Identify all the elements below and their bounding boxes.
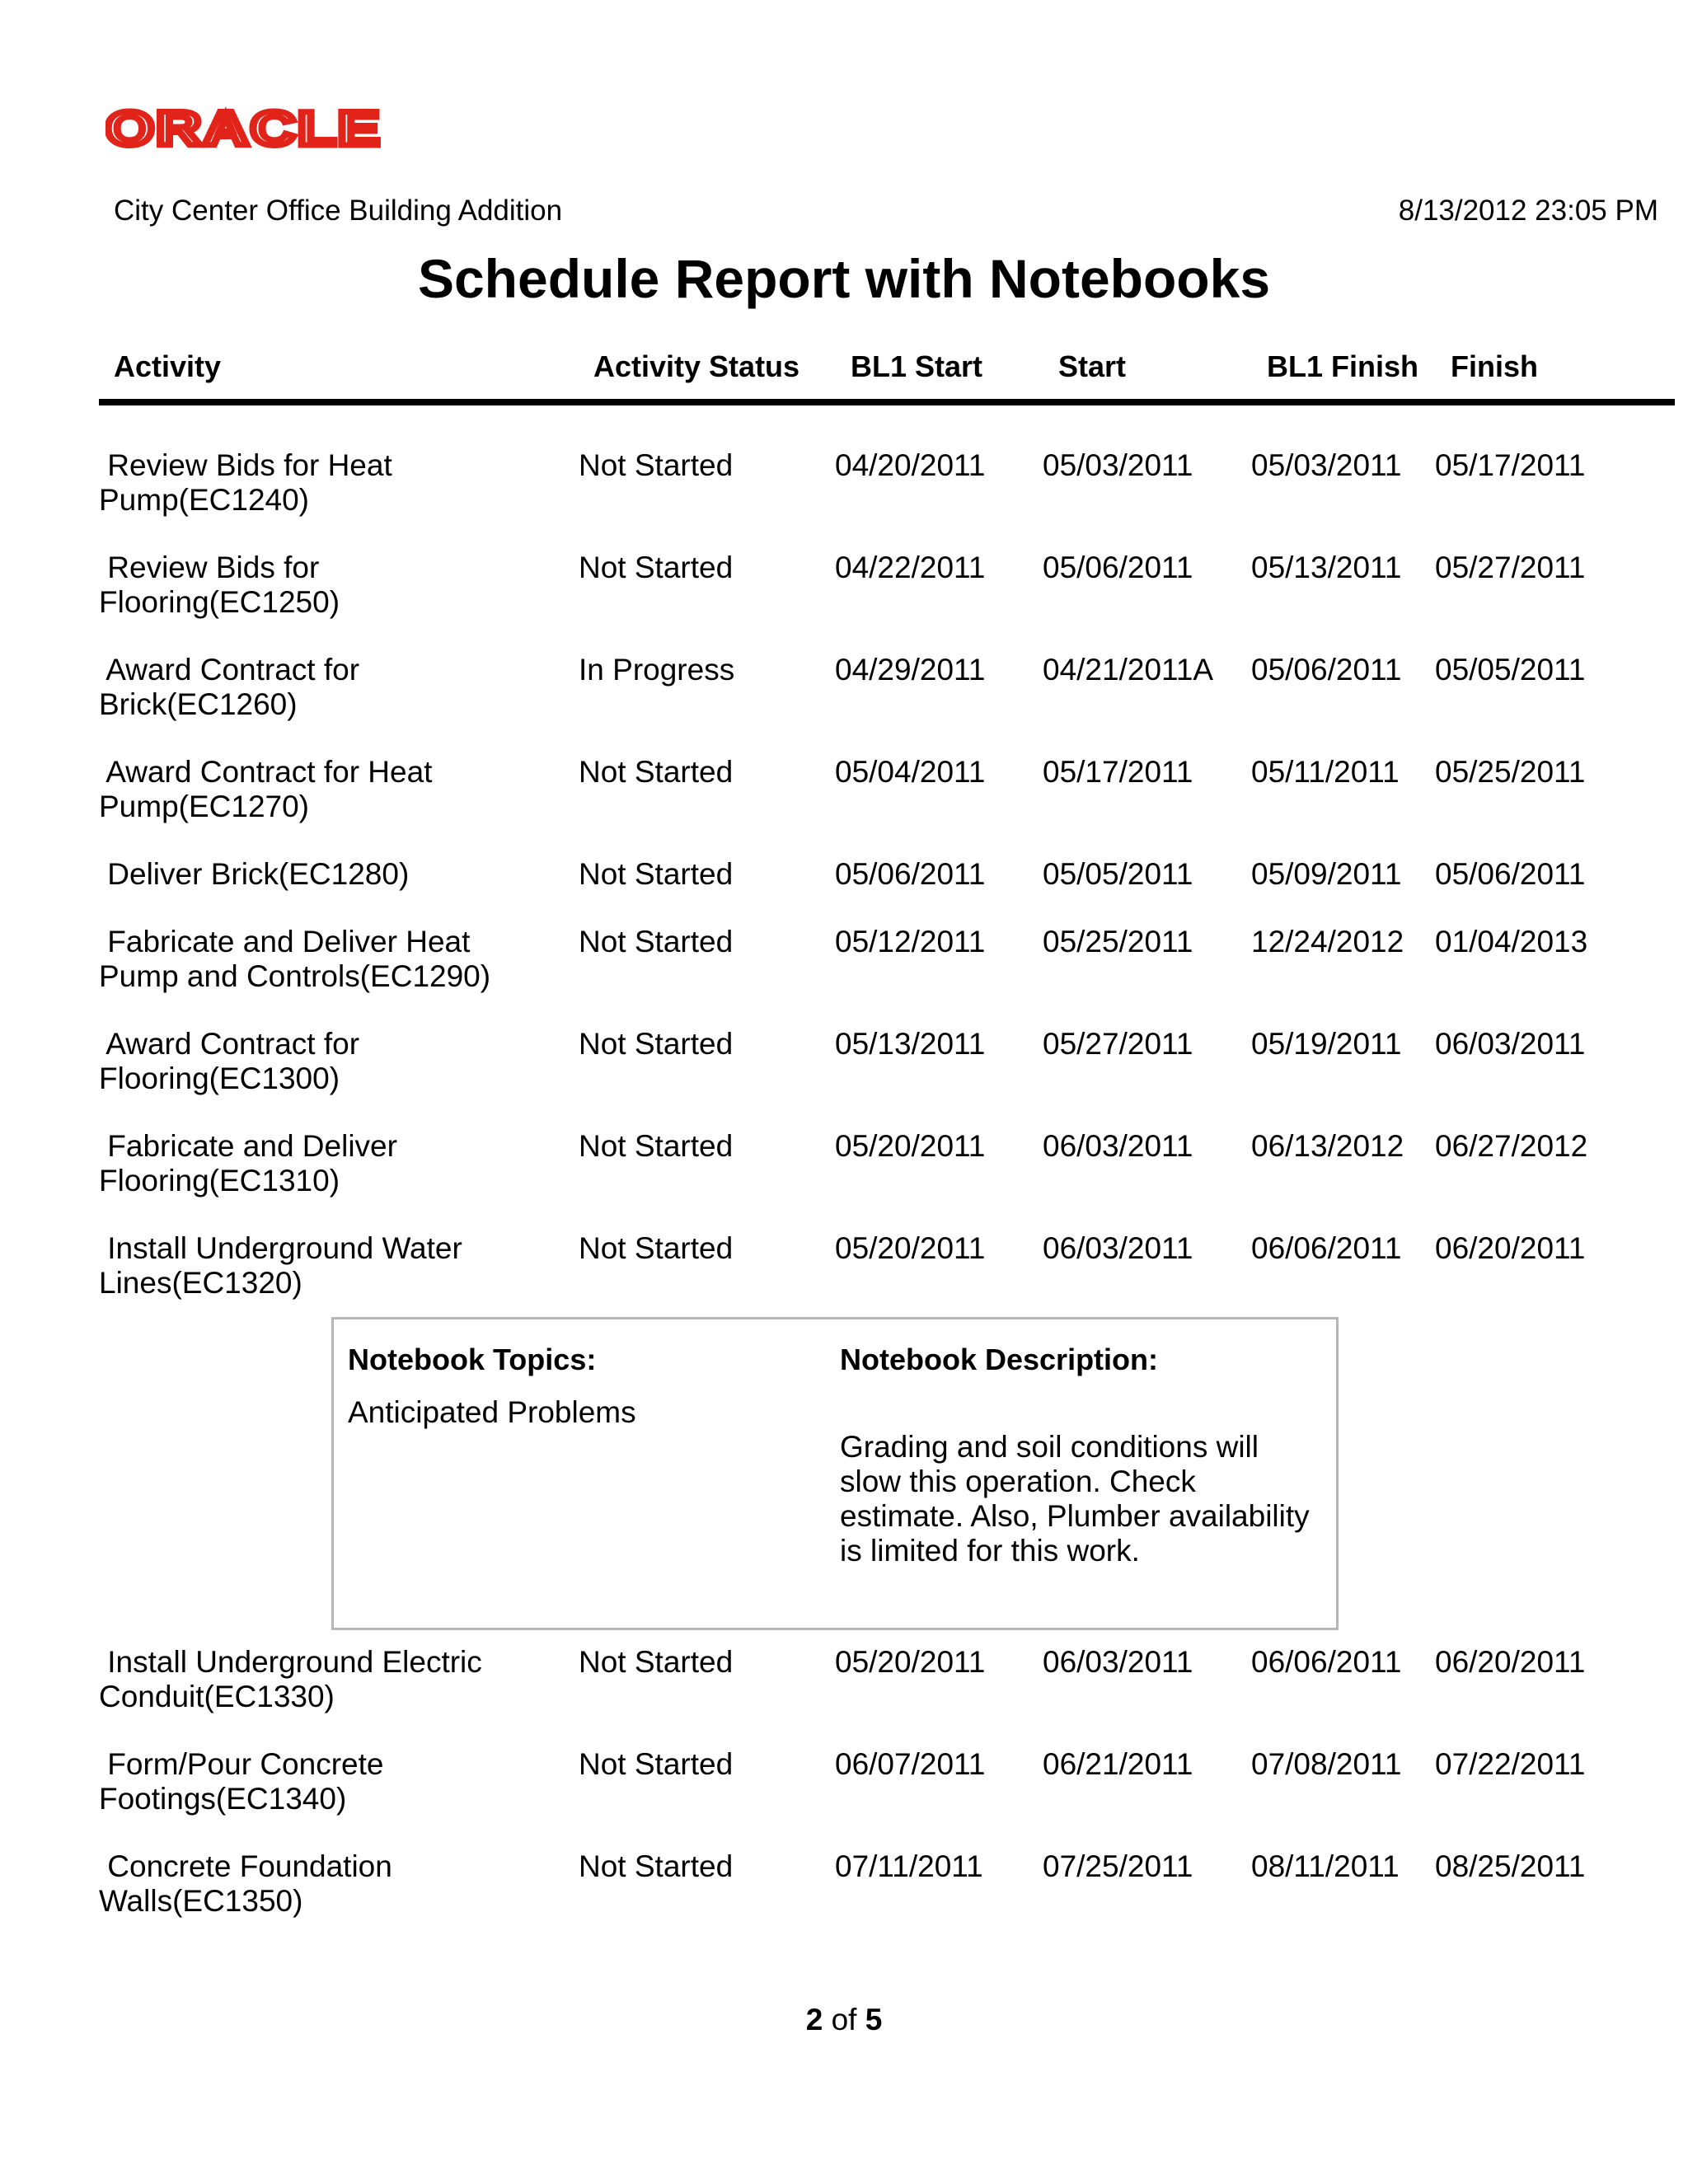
col-header-start: Start [1058,349,1127,383]
page-current: 2 [805,2003,823,2036]
activity-name: Fabricate and Deliver Flooring(EC1310) [99,1129,397,1197]
table-row [0,1027,1688,1118]
activity-status: Not Started [579,1645,734,1679]
bl1-start: 05/12/2011 [835,925,986,958]
start: 06/21/2011 [1043,1747,1193,1781]
bl1-start: 05/20/2011 [835,1231,986,1265]
start: 06/03/2011 [1043,1231,1193,1265]
table-row [0,448,1688,539]
table-row [0,551,1688,641]
table-row [0,1645,1688,1736]
bl1-start: 06/07/2011 [835,1747,986,1781]
col-header-finish: Finish [1451,349,1538,383]
table-row [0,1231,1688,1322]
start: 05/05/2011 [1043,857,1193,891]
table-row [0,1849,1688,1940]
bl1-finish: 05/19/2011 [1251,1027,1402,1061]
oracle-logo [106,105,390,152]
start: 05/25/2011 [1043,925,1193,958]
bl1-finish: 05/11/2011 [1251,755,1400,789]
report-datetime: 8/13/2012 23:05 PM [1398,194,1658,227]
oracle-logo-mark [106,105,390,152]
table-row [0,925,1688,1015]
bl1-finish: 06/06/2011 [1251,1645,1402,1679]
activity-status: Not Started [579,1129,734,1163]
activity-name: Review Bids for Flooring(EC1250) [99,551,340,619]
col-header-bl1-finish: BL1 Finish [1267,349,1419,383]
start: 05/06/2011 [1043,551,1193,584]
finish: 08/25/2011 [1435,1849,1586,1883]
activity-name: Form/Pour Concrete Footings(EC1340) [99,1747,384,1816]
bl1-finish: 12/24/2012 [1251,925,1404,958]
report-title: Schedule Report with Notebooks [417,248,1271,309]
finish: 05/06/2011 [1435,857,1586,891]
activity-status: Not Started [579,1849,734,1883]
start: 05/17/2011 [1043,755,1193,789]
bl1-start: 05/13/2011 [835,1027,986,1061]
bl1-start: 05/20/2011 [835,1645,986,1679]
activity-name: Review Bids for Heat Pump(EC1240) [99,448,392,517]
finish: 06/20/2011 [1435,1231,1586,1265]
activity-name: Install Underground Electric Conduit(EC1330) [99,1645,482,1713]
start: 06/03/2011 [1043,1645,1193,1679]
finish: 05/05/2011 [1435,653,1586,687]
activity-status: Not Started [579,1027,734,1061]
activity-status: Not Started [579,1231,734,1265]
activity-status: Not Started [579,857,734,891]
activity-name: Concrete Foundation Walls(EC1350) [99,1849,392,1918]
finish: 05/25/2011 [1435,755,1586,789]
notebook-description-label: Notebook Description: [840,1343,1159,1376]
col-header-status: Activity Status [593,349,800,383]
page-of-label: of [831,2003,857,2036]
activity-status: Not Started [579,448,734,482]
finish: 05/17/2011 [1435,448,1586,482]
activity-name: Install Underground Water Lines(EC1320) [99,1231,462,1300]
bl1-start: 04/20/2011 [835,448,986,482]
page-indicator [0,2003,1688,2037]
notebook-topic: Anticipated Problems [348,1395,636,1429]
notebook-box [331,1317,1339,1630]
bl1-start: 07/11/2011 [835,1849,983,1883]
bl1-finish: 05/06/2011 [1251,653,1402,687]
table-row [0,653,1688,743]
activity-name: Deliver Brick(EC1280) [99,857,410,891]
activity-status: Not Started [579,925,734,958]
table-row [0,1129,1688,1220]
bl1-finish: 06/13/2012 [1251,1129,1404,1163]
finish: 07/22/2011 [1435,1747,1586,1781]
finish: 06/03/2011 [1435,1027,1586,1061]
project-name: City Center Office Building Addition [114,194,563,227]
activity-name: Fabricate and Deliver Heat Pump and Controls(EC1290) [99,925,491,993]
activity-name: Award Contract for Heat Pump(EC1270) [99,755,433,823]
start: 04/21/2011A [1043,653,1214,687]
bl1-finish: 06/06/2011 [1251,1231,1402,1265]
table-row [0,755,1688,846]
activity-status: Not Started [579,755,734,789]
header-rule [99,399,1675,405]
notebook-topics-label: Notebook Topics: [348,1343,597,1376]
bl1-start: 04/29/2011 [835,653,986,687]
finish: 01/04/2013 [1435,925,1588,958]
bl1-start: 05/20/2011 [835,1129,986,1163]
bl1-finish: 08/11/2011 [1251,1849,1400,1883]
activity-status: In Progress [579,653,735,687]
col-header-activity: Activity [114,349,222,383]
activity-name: Award Contract for Brick(EC1260) [99,653,360,721]
start: 06/03/2011 [1043,1129,1193,1163]
logo-text: ORACLE [106,105,382,152]
activity-name: Award Contract for Flooring(EC1300) [99,1027,360,1095]
bl1-start: 04/22/2011 [835,551,986,584]
finish: 06/20/2011 [1435,1645,1586,1679]
finish: 06/27/2012 [1435,1129,1588,1163]
bl1-finish: 05/03/2011 [1251,448,1402,482]
col-header-bl1-start: BL1 Start [851,349,983,383]
bl1-finish: 05/13/2011 [1251,551,1402,584]
bl1-finish: 07/08/2011 [1251,1747,1402,1781]
table-row [0,1747,1688,1838]
activity-status: Not Started [579,1747,734,1781]
start: 07/25/2011 [1043,1849,1193,1883]
bl1-finish: 05/09/2011 [1251,857,1402,891]
notebook-description: Grading and soil conditions will slow this operation. Check estimate. Also, Plumber availability is limited for this work. [840,1430,1310,1568]
start: 05/03/2011 [1043,448,1193,482]
page-total: 5 [865,2003,883,2036]
bl1-start: 05/04/2011 [835,755,986,789]
activity-status: Not Started [579,551,734,584]
start: 05/27/2011 [1043,1027,1193,1061]
bl1-start: 05/06/2011 [835,857,986,891]
finish: 05/27/2011 [1435,551,1586,584]
